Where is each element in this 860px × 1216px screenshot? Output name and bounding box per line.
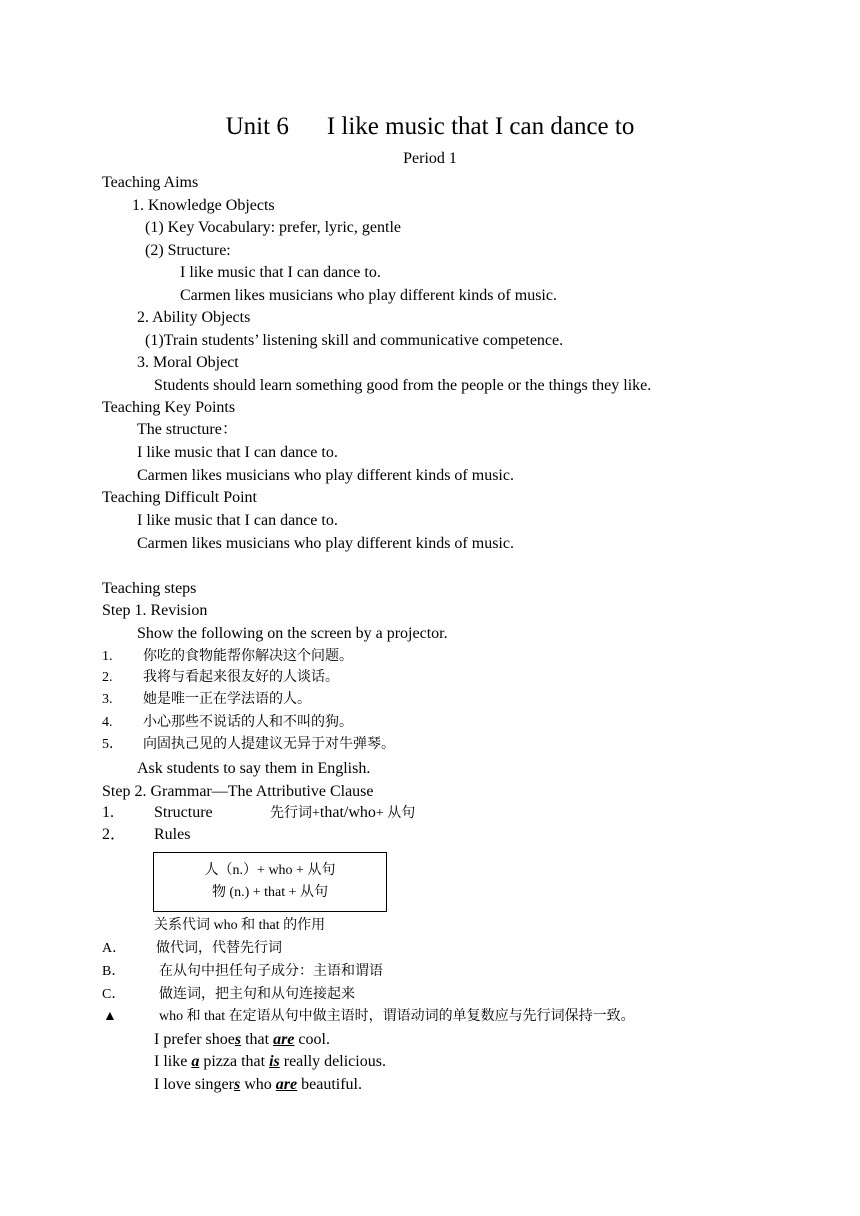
step-1-intro: Show the following on the screen by a projector.: [137, 625, 448, 642]
text-run: I prefer shoe: [154, 1031, 235, 1048]
step-1-heading: Step 1. Revision: [102, 602, 208, 619]
knowledge-objects-heading: 1. Knowledge Objects: [132, 197, 275, 214]
formula-part: 先行词+: [270, 806, 320, 821]
rules-label: Rules: [154, 826, 191, 843]
text-run: really delicious.: [279, 1053, 386, 1070]
text-run: I love singer: [154, 1076, 234, 1093]
emphasis: are: [273, 1031, 295, 1048]
emphasis: s: [233, 1076, 241, 1093]
role-item: 做连词，把主句和从句连接起来: [159, 987, 355, 1002]
list-item: 向固执己见的人提建议无异于对牛弹琴。: [143, 737, 395, 752]
list-item-number: 5．: [102, 737, 123, 752]
example-sentence: [154, 1052, 386, 1072]
emphasis: is: [269, 1053, 280, 1070]
triangle-bullet-icon: ▲: [103, 1009, 117, 1024]
list-item-number: 1.: [102, 649, 113, 664]
rule-line-thing: 物 (n.) + that + 从句: [211, 885, 329, 900]
list-item-number: 2.: [102, 670, 113, 685]
formula-part: that/who: [319, 804, 376, 821]
step-2-heading: Step 2. Grammar—The Attributive Clause: [102, 783, 374, 800]
role-letter: B．: [102, 964, 126, 979]
text-run: pizza that: [199, 1053, 270, 1070]
role-letter: A．: [102, 941, 127, 956]
moral-objective: Students should learn something good from the people or the things they like.: [154, 377, 652, 394]
rules-box: [153, 852, 387, 912]
formula-part: + 从句: [375, 806, 416, 821]
role-letter: C．: [102, 987, 126, 1002]
structure-label: (2) Structure:: [145, 242, 231, 259]
emphasis: a: [191, 1053, 200, 1070]
text-run: I like: [154, 1053, 192, 1070]
list-item-number: 3.: [102, 692, 113, 707]
key-vocabulary: (1) Key Vocabulary: prefer, lyric, gentle: [145, 219, 401, 236]
difficult-point-line: I like music that I can dance to.: [137, 512, 338, 529]
unit-title: I like music that I can dance to: [326, 113, 635, 140]
difficult-point-line: Carmen likes musicians who play different kinds of music.: [137, 535, 514, 552]
key-point-line: Carmen likes musicians who play different kinds of music.: [137, 467, 514, 484]
section-heading-key-points: Teaching Key Points: [102, 399, 236, 416]
roles-heading: 关系代词 who 和 that 的作用: [154, 918, 326, 933]
page-title: [0, 112, 860, 142]
text-run: cool.: [294, 1031, 330, 1048]
list-item: 她是唯一正在学法语的人。: [143, 692, 311, 707]
role-item: 在从句中担任句子成分：主语和谓语: [159, 964, 383, 979]
period-label: Period 1: [403, 150, 457, 167]
emphasis: s: [234, 1031, 242, 1048]
list-item: 小心那些不说话的人和不叫的狗。: [143, 715, 353, 730]
ability-objects-heading: 2. Ability Objects: [137, 309, 251, 326]
section-heading-aims: Teaching Aims: [102, 174, 199, 191]
structure-formula: [270, 803, 415, 824]
role-item: 做代词，代替先行词: [156, 941, 282, 956]
key-point-line: I like music that I can dance to.: [137, 444, 338, 461]
text-run: beautiful.: [297, 1076, 362, 1093]
agreement-note: who 和 that 在定语从句中做主语时，谓语动词的单复数应与先行词保持一致。: [159, 1009, 635, 1024]
list-item-number: 4.: [102, 715, 113, 730]
example-sentence: [154, 1075, 362, 1095]
grammar-item-number: 2．: [102, 826, 127, 843]
moral-object-heading: 3. Moral Object: [137, 354, 239, 371]
structure-example: I like music that I can dance to.: [180, 264, 381, 281]
section-heading-difficult-point: Teaching Difficult Point: [102, 489, 257, 506]
step-1-closing: Ask students to say them in English.: [137, 760, 371, 777]
list-item: 你吃的食物能帮你解决这个问题。: [143, 649, 353, 664]
structure-label: Structure: [154, 804, 213, 821]
text-run: who: [240, 1076, 276, 1093]
list-item: 我将与看起来很友好的人谈话。: [143, 670, 339, 685]
emphasis: are: [275, 1076, 298, 1093]
example-sentence: [154, 1030, 330, 1050]
ability-objective: (1)Train students’ listening skill and communicative competence.: [145, 332, 564, 349]
rule-line-person: 人（n.）+ who + 从句: [204, 863, 336, 878]
text-run: that: [241, 1031, 274, 1048]
grammar-item-number: 1.: [102, 804, 114, 821]
section-heading-steps: Teaching steps: [102, 580, 197, 597]
unit-number: Unit 6: [225, 113, 289, 140]
structure-example: Carmen likes musicians who play different kinds of music.: [180, 287, 557, 304]
key-point-line: The structure：: [137, 421, 238, 438]
